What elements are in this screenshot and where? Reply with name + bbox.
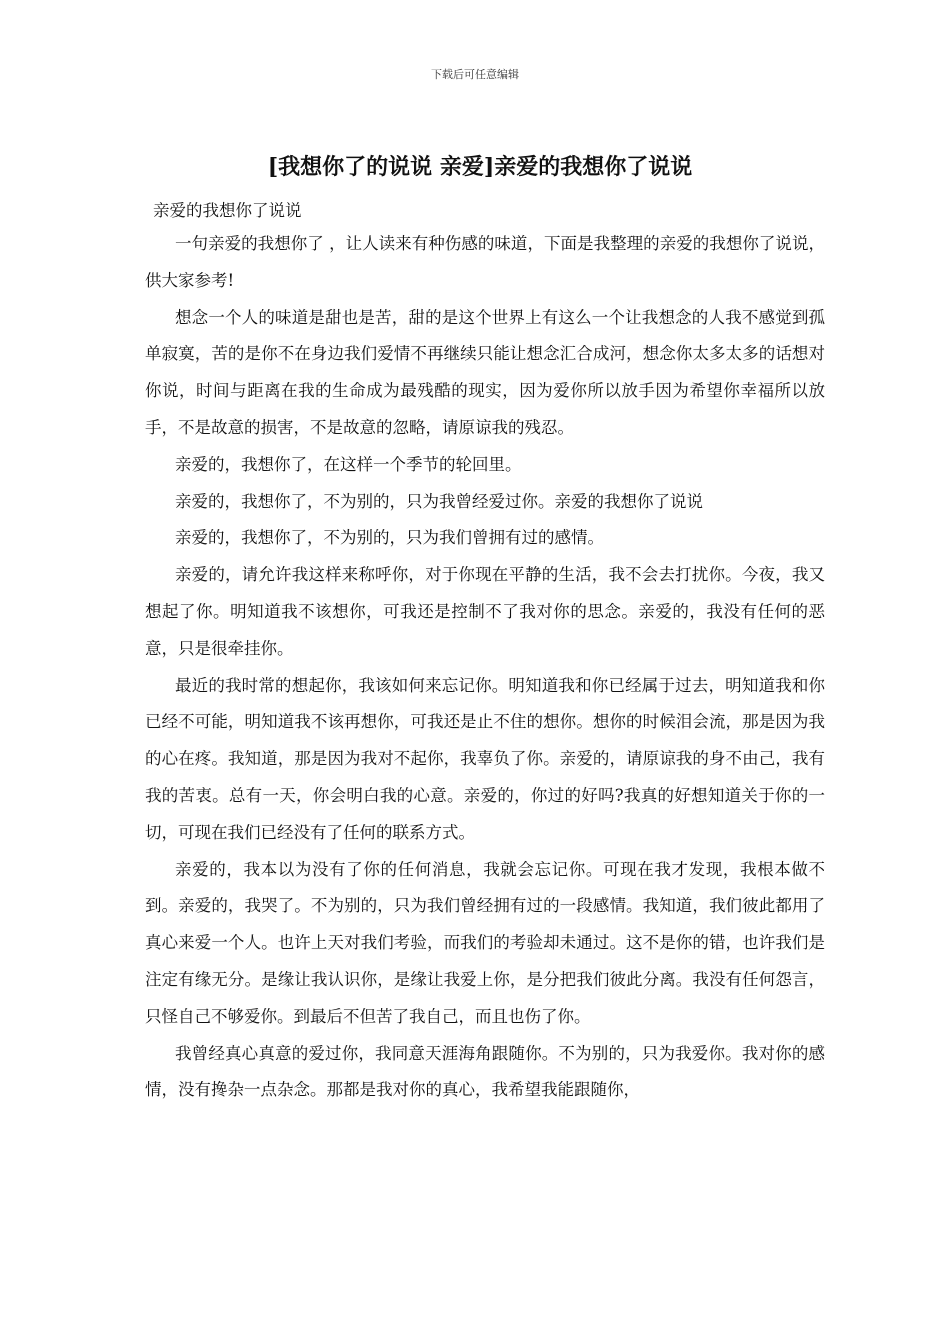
document-subtitle: 亲爱的我想你了说说 xyxy=(153,201,302,220)
document-body xyxy=(145,196,825,1109)
paragraph-6: 亲爱的，请允许我这样来称呼你，对于你现在平静的生活，我不会去打扰你。今夜，我又想起了你。明知道我不该想你，可我还是控制不了我对你的思念。亲爱的，我没有任何的恶意，只是很牵挂你。 xyxy=(145,565,825,658)
paragraph-2: 想念一个人的味道是甜也是苦，甜的是这个世界上有这么一个让我想念的人我不感觉到孤单寂寞，苦的是你不在身边我们爱情不再继续只能让想念汇合成河，想念你太多太多的话想对你说，时间与距离在我的生命成为最残酷的现实，因为爱你所以放手因为希望你幸福所以放手，不是故意的损害，不是故意的忽略，请原谅我的残忍。 xyxy=(145,307,825,437)
page-title: [我想你了的说说 亲爱]亲爱的我想你了说说 xyxy=(267,154,693,180)
paragraph-8: 亲爱的，我本以为没有了你的任何消息，我就会忘记你。可现在我才发现，我根本做不到。亲爱的，我哭了。不为别的，只为我们曾经拥有过的一段感情。我知道，我们彼此都用了真心来爱一个人。也许上天对我们考验，而我们的考验却未通过。这不是你的错，也许我们是注定有缘无分。是缘让我认识你，是缘让我爱上你，是分把我们彼此分离。我没有任何怨言，只怪自己不够爱你。到最后不但苦了我自己，而且也伤了你。 xyxy=(145,859,825,1026)
paragraph-7: 最近的我时常的想起你，我该如何来忘记你。明知道我和你已经属于过去，明知道我和你已经不可能，明知道我不该再想你，可我还是止不住的想你。想你的时候泪会流，那是因为我的心在疼。我知道，那是因为我对不起你，我辜负了你。亲爱的，请原谅我的身不由己，我有我的苦衷。总有一天，你会明白我的心意。亲爱的，你过的好吗?我真的好想知道关于你的一切，可现在我们已经没有了任何的联系方式。 xyxy=(145,675,825,842)
header-note: 下载后可任意编辑 xyxy=(431,68,519,81)
paragraph-5: 亲爱的，我想你了，不为别的，只为我们曾拥有过的感情。 xyxy=(175,528,604,548)
paragraph-9: 我曾经真心真意的爱过你，我同意天涯海角跟随你。不为别的，只为我爱你。我对你的感情，没有搀杂一点杂念。那都是我对你的真心，我希望我能跟随你， xyxy=(145,1043,825,1100)
paragraph-4: 亲爱的，我想你了，不为别的，只为我曾经爱过你。亲爱的我想你了说说 xyxy=(175,491,703,511)
paragraph-3: 亲爱的，我想你了，在这样一个季节的轮回里。 xyxy=(175,454,522,474)
paragraph-1: 一句亲爱的我想你了 ，让人读来有种伤感的味道，下面是我整理的亲爱的我想你了说说，供大家参考! xyxy=(145,234,825,290)
